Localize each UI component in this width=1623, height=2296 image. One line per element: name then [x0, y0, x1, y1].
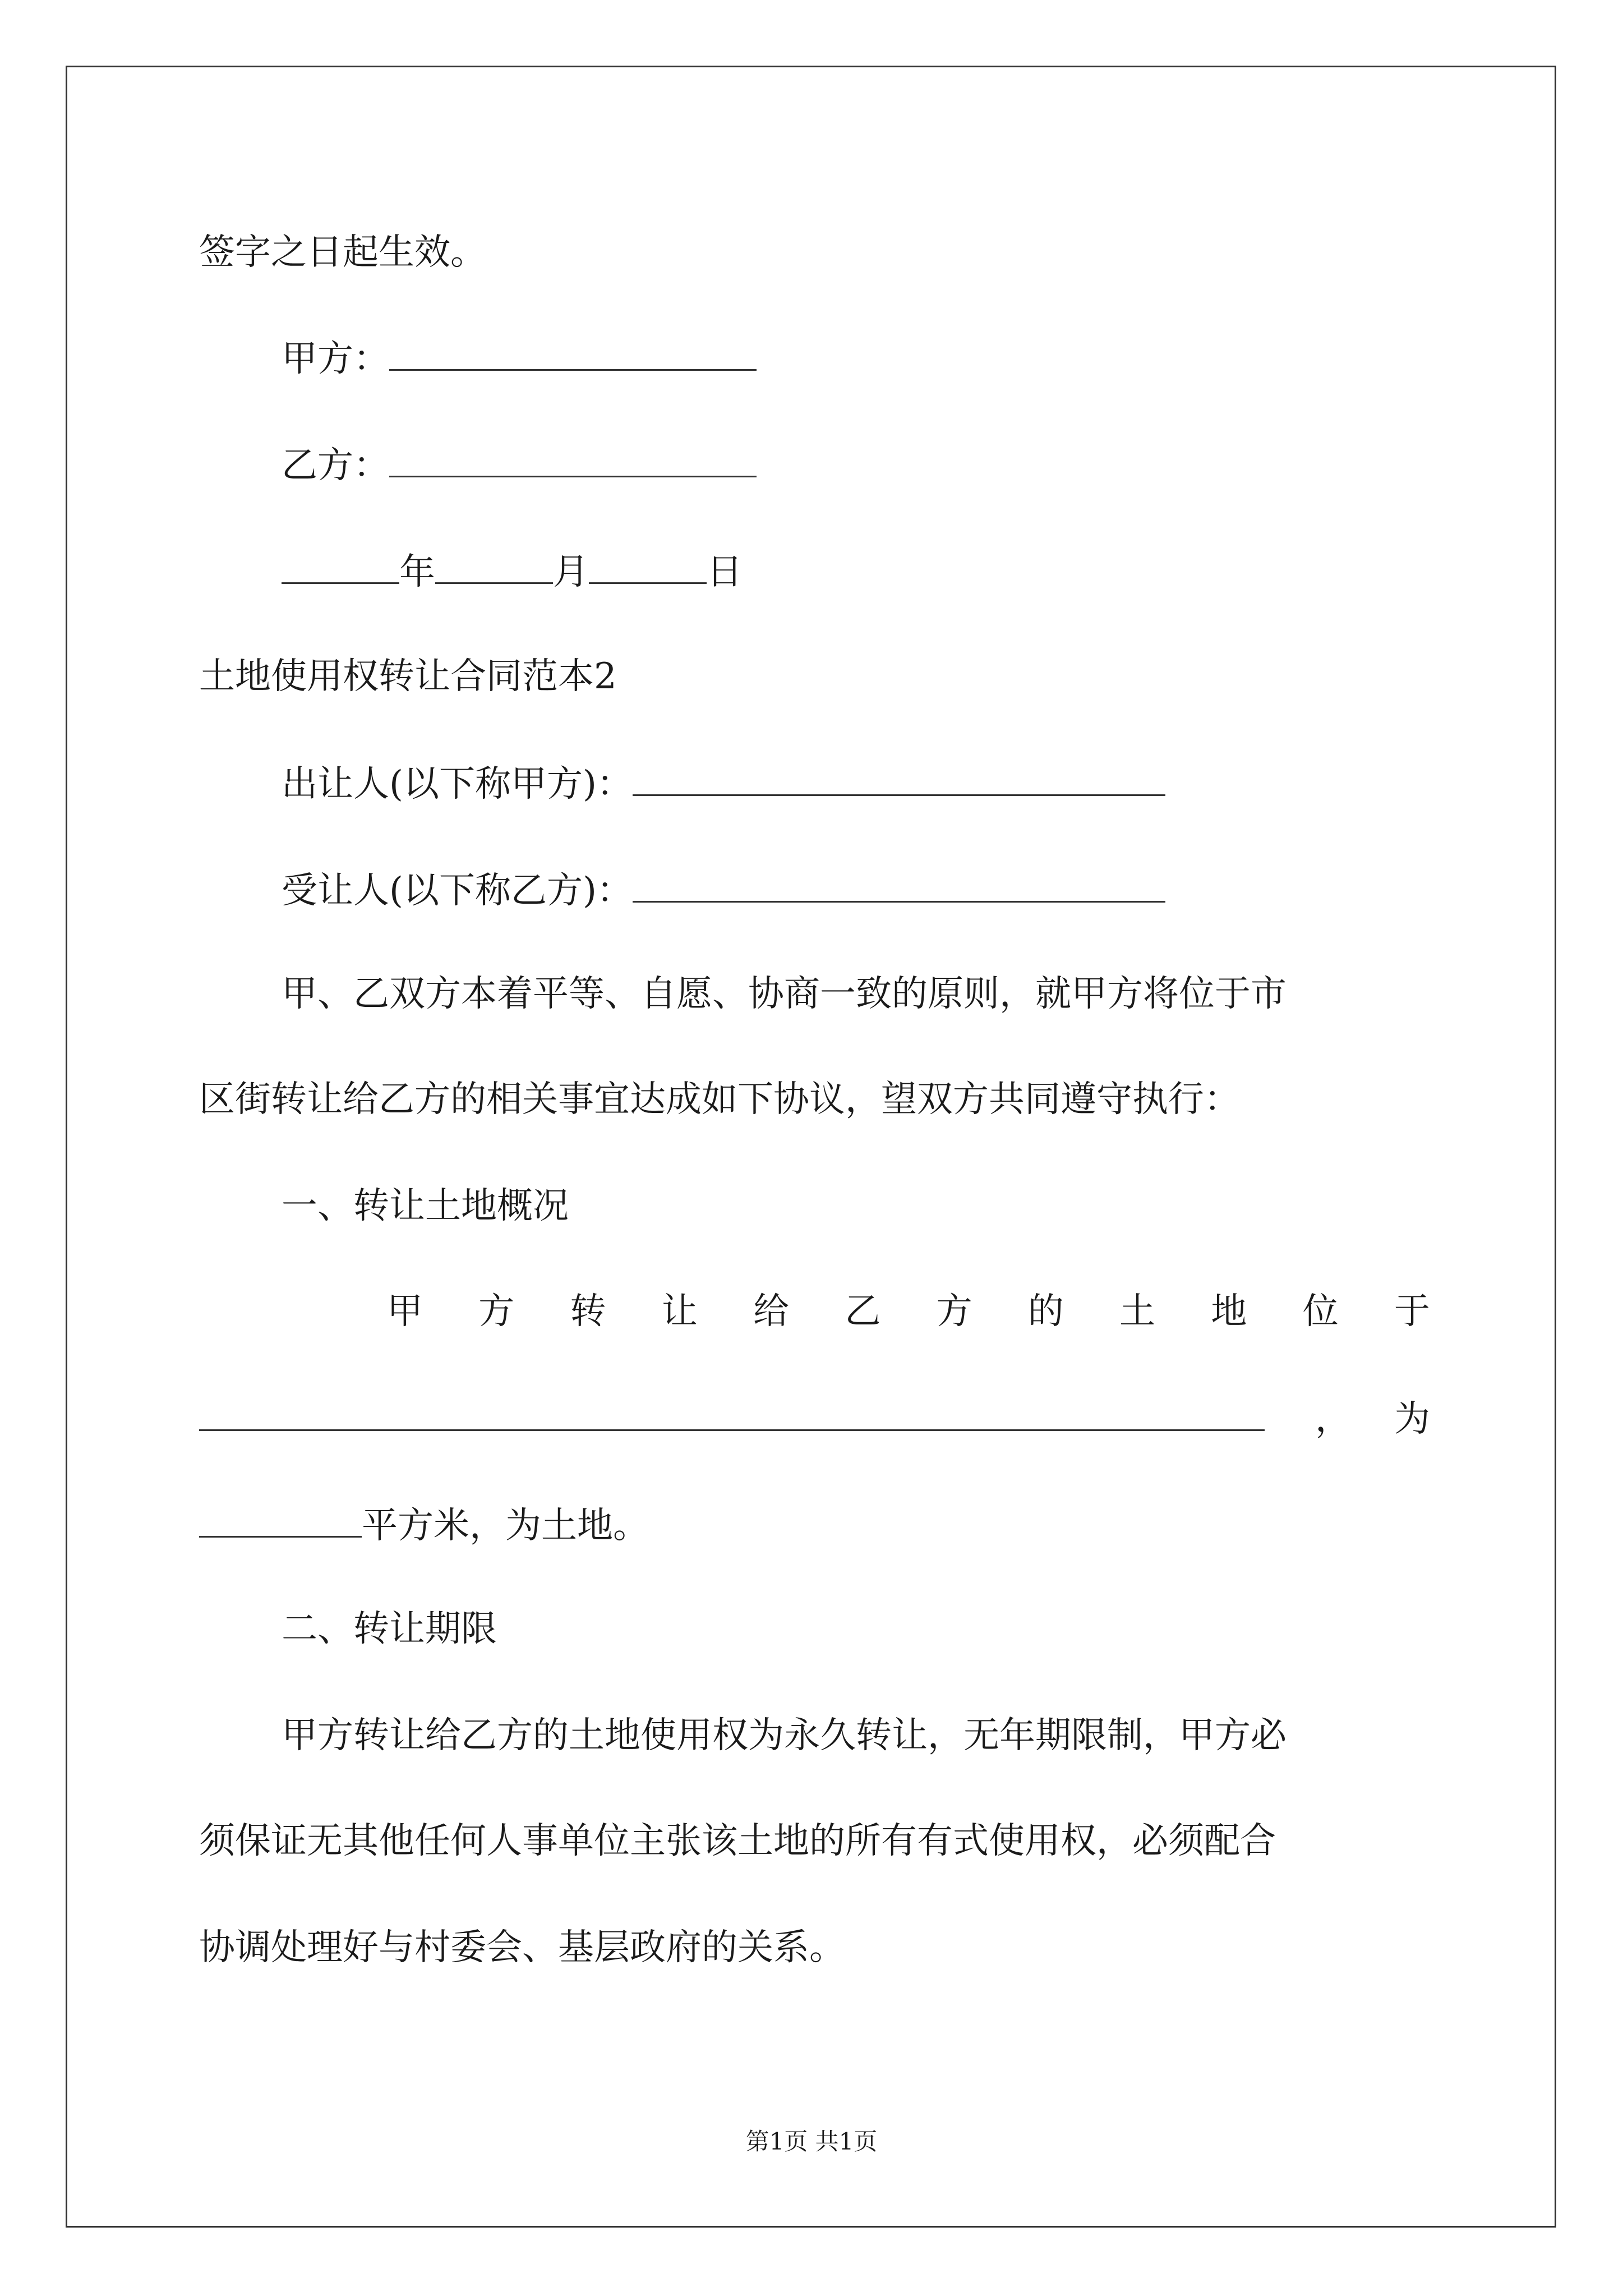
section2-paragraph-line-2: 须保证无其他任何人事单位主张该土地的所有有式使用权，必须配合	[199, 1820, 1276, 1862]
section2-paragraph-line-1: 甲方转让给乙方的土地使用权为永久转让，无年期限制，甲方必	[282, 1715, 1287, 1756]
area-text: 平方米，为土地。	[362, 1505, 649, 1547]
s1-char: 土	[1119, 1291, 1156, 1332]
transferor-blank[interactable]	[633, 760, 1165, 796]
party-a-line	[282, 334, 757, 381]
page-border	[66, 66, 1556, 2228]
party-b-label: 乙方：	[282, 445, 389, 486]
transferor-line	[282, 760, 1165, 807]
section2-title: 二、转让期限	[282, 1608, 497, 1650]
s1-char: 位	[1302, 1291, 1339, 1332]
intro-paragraph-line-1: 甲、乙双方本着平等、自愿、协商一致的原则，就甲方将位于市	[282, 973, 1287, 1015]
day-blank[interactable]	[589, 547, 707, 584]
party-b-blank[interactable]	[389, 441, 757, 477]
party-b-line	[282, 441, 757, 488]
location-comma: ，	[1315, 1398, 1351, 1440]
section1-title: 一、转让土地概况	[282, 1185, 569, 1227]
s1-char: 乙	[845, 1291, 881, 1332]
location-blank[interactable]	[199, 1395, 1265, 1431]
transferee-line	[282, 866, 1165, 913]
day-label: 日	[707, 551, 743, 593]
s1-char: 地	[1211, 1291, 1247, 1332]
year-label: 年	[399, 551, 435, 593]
month-blank[interactable]	[435, 547, 553, 584]
transferor-label: 出让人(以下称甲方)：	[282, 763, 633, 805]
contract-title: 土地使用权转让合同范本2	[199, 656, 617, 697]
transferee-blank[interactable]	[633, 866, 1165, 903]
text-line-effective: 签字之日起生效。	[199, 232, 486, 273]
s1-char: 的	[1027, 1291, 1064, 1332]
s1-char: 让	[661, 1291, 698, 1332]
date-line	[282, 547, 743, 595]
location-wei: 为	[1394, 1398, 1430, 1440]
party-a-blank[interactable]	[389, 334, 757, 371]
page-footer: 第1页 共1页	[745, 2128, 878, 2155]
month-label: 月	[553, 551, 589, 593]
s1-char: 给	[753, 1291, 790, 1332]
year-blank[interactable]	[282, 547, 399, 584]
s1-char: 转	[570, 1291, 606, 1332]
section1-location-line	[199, 1395, 1430, 1442]
section1-spread-line	[387, 1289, 1430, 1334]
party-a-label: 甲方：	[282, 338, 389, 380]
area-line	[199, 1501, 649, 1548]
s1-char: 于	[1394, 1291, 1430, 1332]
area-blank[interactable]	[199, 1501, 362, 1538]
s1-char: 甲	[387, 1291, 423, 1332]
transferee-label: 受让人(以下称乙方)：	[282, 870, 633, 912]
s1-char: 方	[478, 1291, 515, 1332]
s1-char: 方	[936, 1291, 972, 1332]
section2-paragraph-line-3: 协调处理好与村委会、基层政府的关系。	[199, 1927, 845, 1968]
intro-paragraph-line-2: 区街转让给乙方的相关事宜达成如下协议，望双方共同遵守执行：	[199, 1079, 1240, 1120]
